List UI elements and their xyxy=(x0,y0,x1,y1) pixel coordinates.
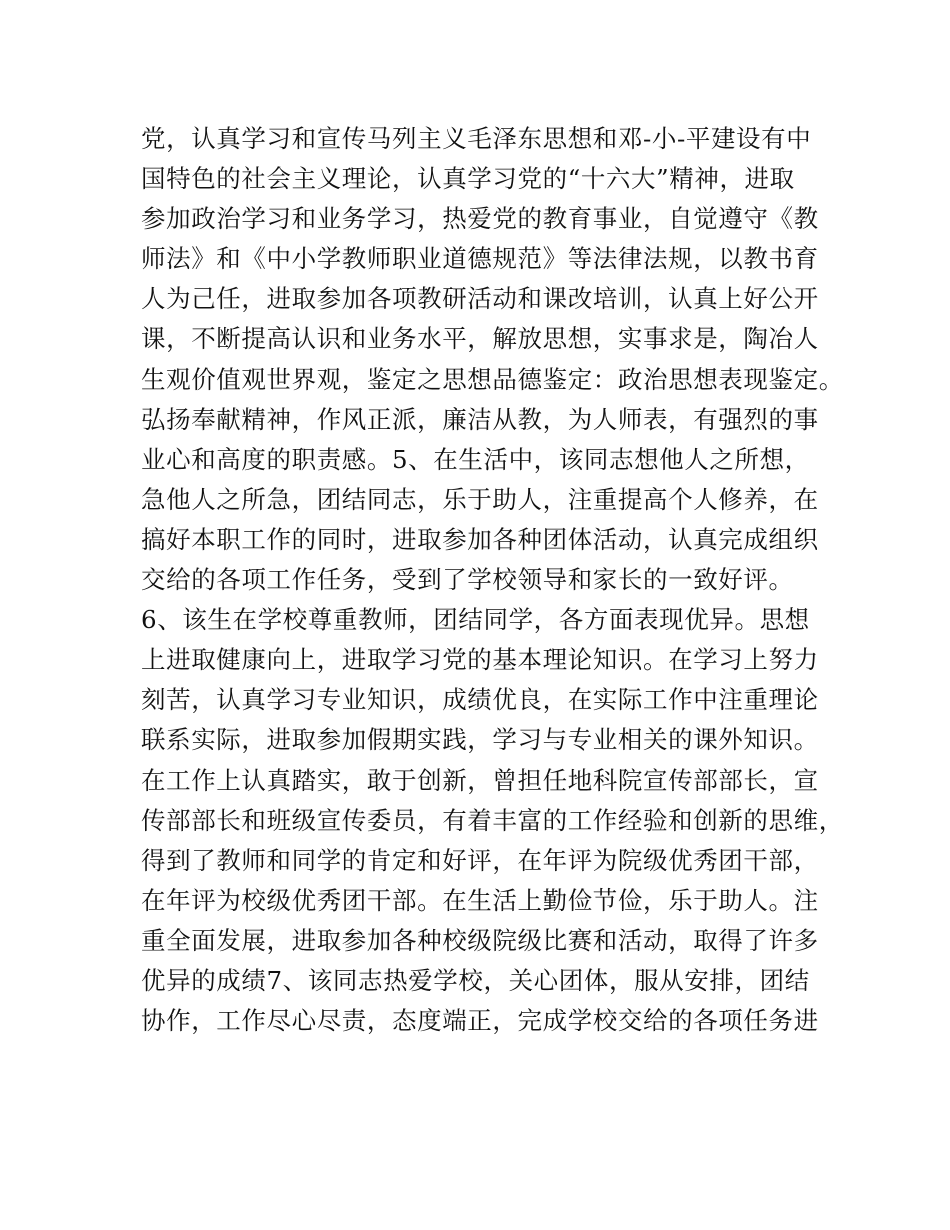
text-line: 在年评为校级优秀团干部。在生活上勤俭节俭，乐于助人。注 xyxy=(141,885,819,915)
text-line: 联系实际，进取参加假期实践，学习与专业相关的课外知识。 xyxy=(141,725,819,755)
text-line: 国特色的社会主义理论，认真学习党的“十六大”精神，进取 xyxy=(141,164,795,194)
text-line: 重全面发展，进取参加各种校级院级比赛和活动，取得了许多 xyxy=(141,925,819,955)
text-line: 弘扬奉献精神，作风正派，廉洁从教，为人师表，有强烈的事 xyxy=(141,404,819,434)
text-line: 参加政治学习和业务学习，热爱党的教育事业，自觉遵守《教 xyxy=(141,204,819,234)
text-line: 协作，工作尽心尽责，态度端正，完成学校交给的各项任务进 xyxy=(141,1006,819,1036)
text-line: 刻苦，认真学习专业知识，成绩优良，在实际工作中注重理论 xyxy=(141,685,819,715)
text-line: 业心和高度的职责感。5、在生活中，该同志想他人之所想， xyxy=(141,444,810,474)
text-line: 人为己任，进取参加各项教研活动和课改培训，认真上好公开 xyxy=(141,284,819,314)
text-line: 交给的各项工作任务，受到了学校领导和家长的一致好评。 xyxy=(141,565,794,595)
text-line: 在工作上认真踏实，敢于创新，曾担任地科院宣传部部长，宣 xyxy=(141,765,819,795)
text-line: 传部部长和班级宣传委员，有着丰富的工作经验和创新的思维， xyxy=(141,805,844,835)
text-line: 得到了教师和同学的肯定和好评，在年评为院级优秀团干部， xyxy=(141,845,819,875)
body-text xyxy=(141,119,844,1041)
text-line: 师法》和《中小学教师职业道德规范》等法律法规，以教书育 xyxy=(141,244,819,274)
text-line: 急他人之所急，团结同志，乐于助人，注重提高个人修养，在 xyxy=(141,484,819,514)
text-line: 优异的成绩7、该同志热爱学校，关心团体，服从安排，团结 xyxy=(141,965,810,995)
text-line: 6、该生在学校尊重教师，团结同学，各方面表现优异。思想 xyxy=(141,605,810,635)
text-line: 生观价值观世界观，鉴定之思想品德鉴定：政治思想表现鉴定。 xyxy=(141,364,844,394)
text-line: 课，不断提高认识和业务水平，解放思想，实事求是，陶冶人 xyxy=(141,324,819,354)
text-line: 上进取健康向上，进取学习党的基本理论知识。在学习上努力 xyxy=(141,645,819,675)
text-line: 党，认真学习和宣传马列主义毛泽东思想和邓-小-平建设有中 xyxy=(141,124,812,153)
text-line: 搞好本职工作的同时，进取参加各种团体活动，认真完成组织 xyxy=(141,524,819,554)
